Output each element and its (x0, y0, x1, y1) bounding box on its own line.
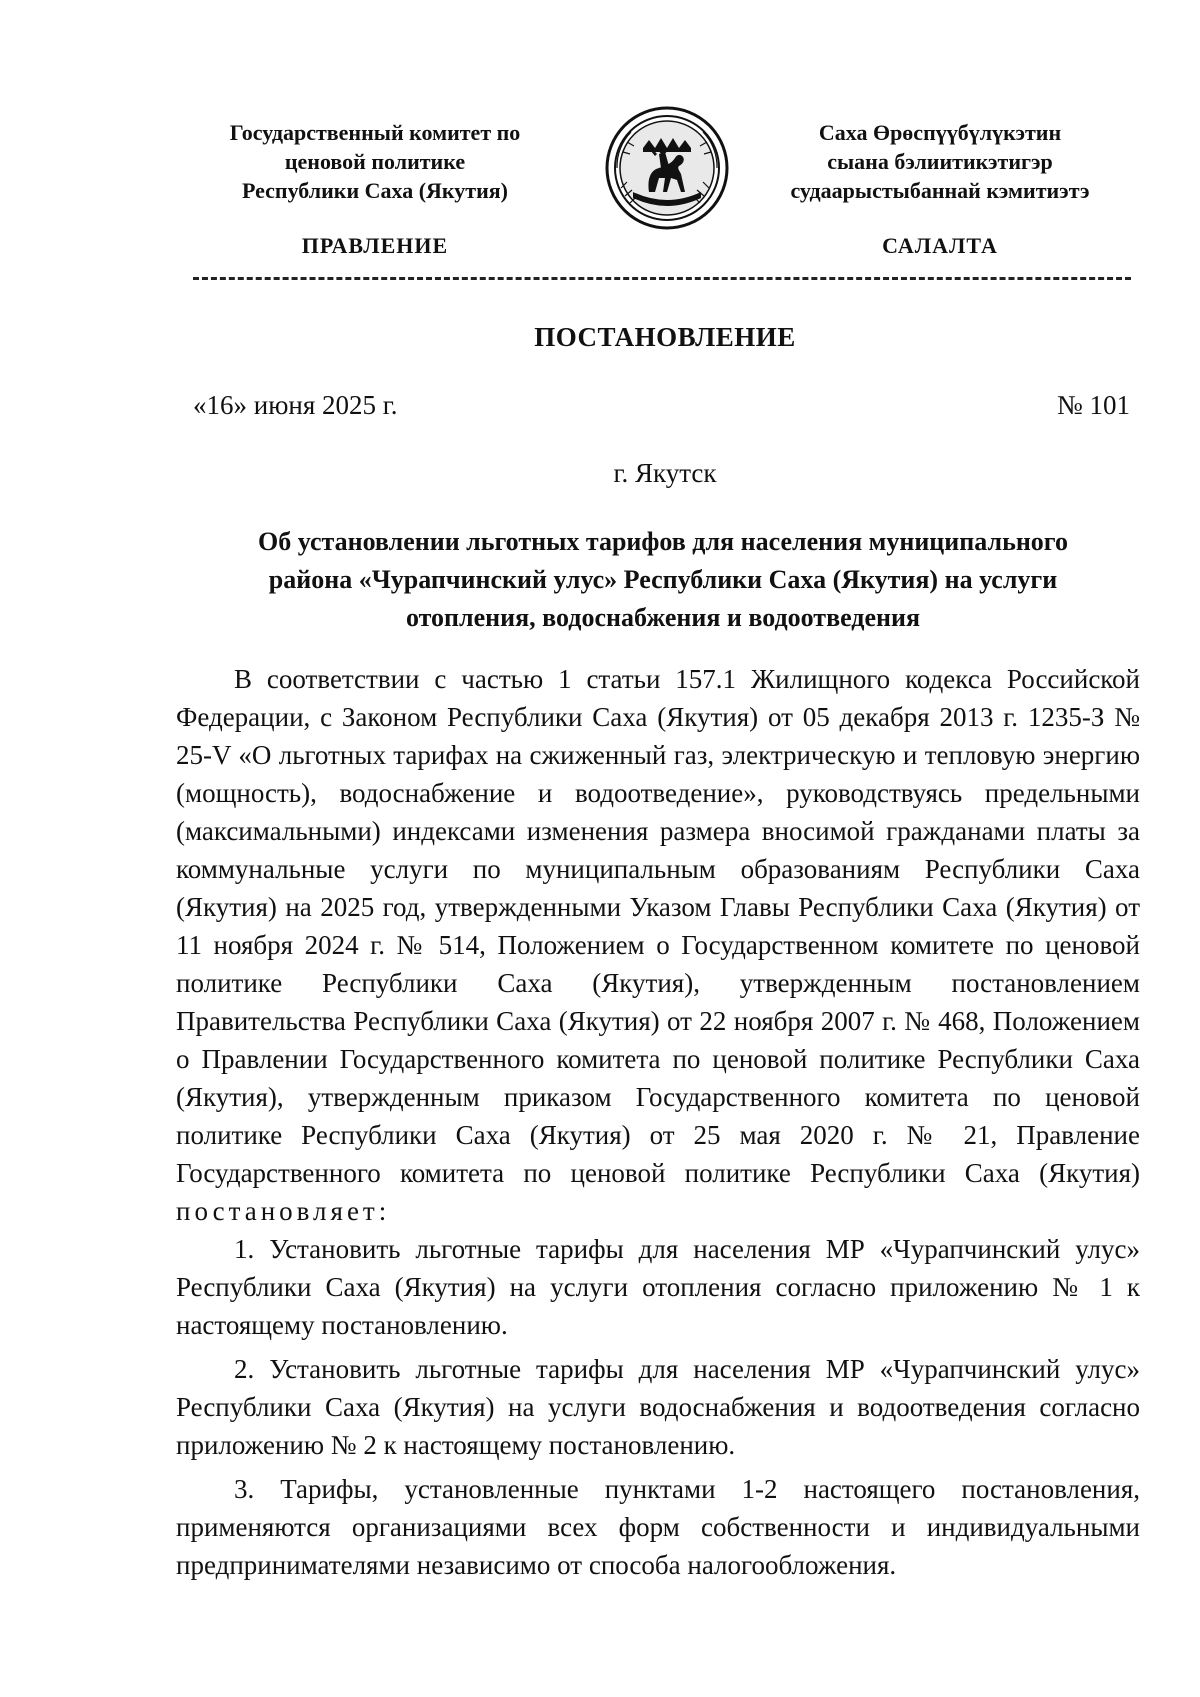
board-label-yakut: САЛАЛТА (882, 233, 998, 258)
clause-3: 3. Тарифы, установленные пунктами 1-2 настоящего постановления, применяются организациями всех форм собственности и индивидуальными предпринимателями независимо от способа налогообложения. (176, 1474, 1140, 1580)
clause-1: 1. Установить льготные тарифы для населения МР «Чурапчинский улус» Республики Саха (Якутия) на услуги отопления согласно приложению № 1 к настоящему постановлению. (176, 1234, 1140, 1340)
document-subject (193, 523, 1133, 637)
document-date: «16» июня 2025 г. (193, 390, 398, 420)
preamble-text: В соответствии с частью 1 статьи 157.1 Жилищного кодекса Российской Федерации, с Законом Республики Саха (Якутия) от 05 декабря 2013 г. 1235-З № 25-V «О льготных тарифах на сжиженный газ, электрическую и тепловую энергию (мощность), водоснабжение и водоотведение», руководствуясь предельными (максимальными) индексами изменения размера вносимой гражданами платы за коммунальные услуги по муниципальным образованиям Республики Саха (Якутия) на 2025 год, утвержденными Указом Главы Республики Саха (Якутия) от 11 ноября 2024 г. № 514, Положением о Государственном комитете по ценовой политике Республики Саха (Якутия), утвержденным постановлением Правительства Республики Саха (Якутия) от 22 ноября 2007 г. № 468, Положением о Правлении Государственного комитета по ценовой политике Республики Саха (Якутия), утвержденным приказом Государственного комитета по ценовой политике Республики Саха (Якутия) от 25 мая 2020 г. № 21, Правление Государственного комитета по ценовой политике Республики Саха (Якутия) (176, 664, 1140, 1188)
issuer-line-2: ценовой политике (284, 149, 466, 174)
preamble-paragraph (176, 660, 1140, 1230)
document-type-title: ПОСТАНОВЛЕНИЕ (534, 322, 796, 352)
document-body (176, 660, 1140, 1584)
board-label-russian: ПРАВЛЕНИЕ (301, 233, 449, 258)
subject-line-3: отопления, водоснабжения и водоотведения (405, 603, 921, 632)
document-city: г. Якутск (613, 458, 717, 488)
issuer-line-3-yakut: судаарыстыбаннай кэмитиэтэ (790, 178, 1090, 203)
decree-word: постановляет: (176, 1196, 391, 1226)
coat-of-arms-icon (603, 104, 731, 232)
issuer-name-russian (185, 118, 565, 205)
issuer-line-2-yakut: сыана бэлиитикэтигэр (827, 149, 1053, 174)
issuer-name-yakut (745, 118, 1135, 205)
clause-2: 2. Установить льготные тарифы для населения МР «Чурапчинский улус» Республики Саха (Якутия) на услуги водоснабжения и водоотведения согласно приложению № 2 к настоящему постановлению. (176, 1354, 1140, 1460)
header-divider (193, 277, 1131, 280)
issuer-line-1: Государственный комитет по (229, 120, 521, 145)
issuer-line-1-yakut: Саха Өрөспүүбүлүкэтин (818, 120, 1062, 145)
subject-line-2: района «Чурапчинский улус» Республики Саха (Якутия) на услуги (268, 565, 1058, 594)
issuer-line-3: Республики Саха (Якутия) (241, 178, 509, 203)
document-number: № 101 (1056, 390, 1130, 420)
subject-line-1: Об установлении льготных тарифов для населения муниципального (258, 527, 1068, 556)
